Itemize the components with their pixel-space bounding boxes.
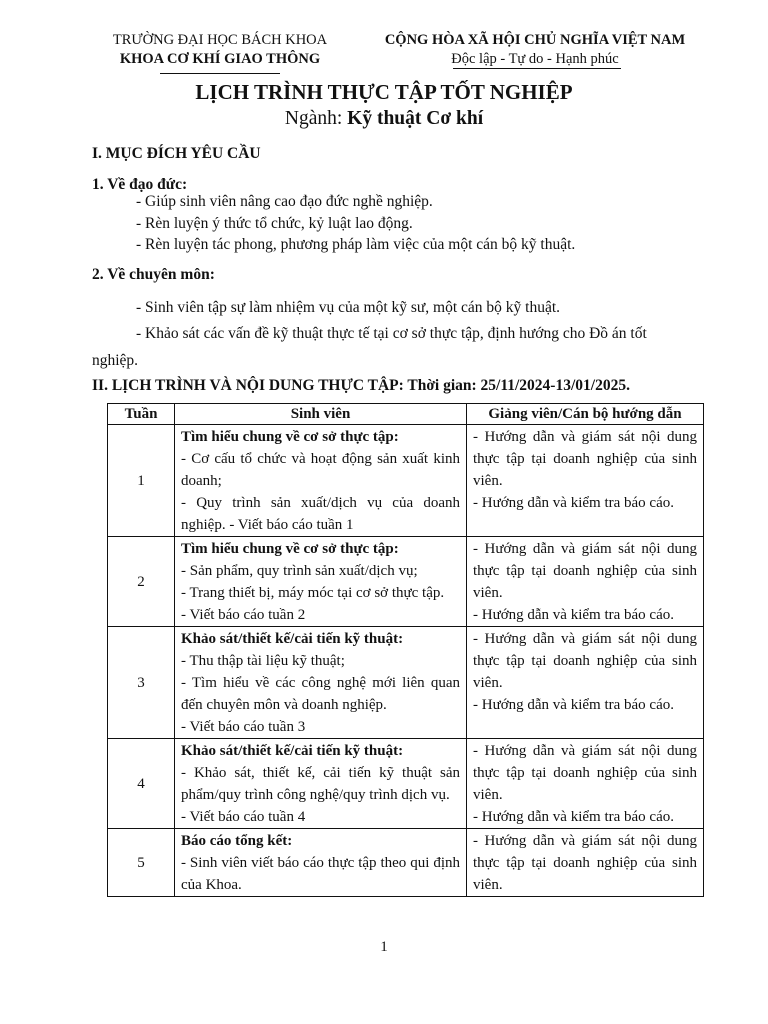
instructor-cell xyxy=(467,627,704,739)
instructor-task-line: - Hướng dẫn và giám sát nội dung thực tập tại doanh nghiệp của sinh viên. xyxy=(473,429,697,489)
header-week: Tuần xyxy=(108,404,175,425)
table-row xyxy=(108,425,704,537)
student-task-title: Khảo sát/thiết kế/cải tiến kỹ thuật: xyxy=(181,743,404,759)
item-1-line: - Rèn luyện ý thức tổ chức, kỷ luật lao động. xyxy=(136,215,413,232)
student-task-line: - Cơ cấu tổ chức và hoạt động sản xuất kinh doanh; xyxy=(181,451,460,489)
item-2-line-continuation: nghiệp. xyxy=(92,352,139,369)
student-task-line: - Viết báo cáo tuần 2 xyxy=(181,607,306,623)
instructor-cell xyxy=(467,425,704,537)
instructor-cell xyxy=(467,829,704,897)
week-number: 1 xyxy=(108,425,175,537)
university-name: TRƯỜNG ĐẠI HỌC BÁCH KHOA xyxy=(112,32,328,48)
motto-underline xyxy=(453,68,621,69)
student-task-line: - Sinh viên viết báo cáo thực tập theo qui định của Khoa. xyxy=(181,855,460,893)
table-row xyxy=(108,829,704,897)
motto: Độc lập - Tự do - Hạnh phúc xyxy=(451,51,619,67)
item-2-line: - Sinh viên tập sự làm nhiệm vụ của một kỹ sư, một cán bộ kỹ thuật. xyxy=(136,299,561,316)
student-cell xyxy=(175,829,467,897)
student-task-title: Tìm hiểu chung về cơ sở thực tập: xyxy=(181,429,399,445)
student-task-line: - Quy trình sản xuất/dịch vụ của doanh nghiệp. - Viết báo cáo tuần 1 xyxy=(181,495,460,533)
item-2-line: - Khảo sát các vấn đề kỹ thuật thực tế tại cơ sở thực tập, định hướng cho Đồ án tốt xyxy=(136,325,647,342)
header-student: Sinh viên xyxy=(175,404,467,425)
student-task-title: Khảo sát/thiết kế/cải tiến kỹ thuật: xyxy=(181,631,404,647)
major-label: Ngành: xyxy=(284,108,348,129)
student-cell xyxy=(175,739,467,829)
item-1-line: - Rèn luyện tác phong, phương pháp làm việc của một cán bộ kỹ thuật. xyxy=(136,236,576,253)
page-number: 1 xyxy=(380,939,388,955)
institution-block xyxy=(70,31,370,69)
instructor-task-line: - Hướng dẫn và giám sát nội dung thực tập tại doanh nghiệp của sinh viên. xyxy=(473,541,697,601)
week-number: 3 xyxy=(108,627,175,739)
instructor-task-line: - Hướng dẫn và giám sát nội dung thực tập tại doanh nghiệp của sinh viên. xyxy=(473,631,697,691)
instructor-task-line: - Hướng dẫn và giám sát nội dung thực tập tại doanh nghiệp của sinh viên. xyxy=(473,743,697,803)
country-name: CỘNG HÒA XÃ HỘI CHỦ NGHĨA VIỆT NAM xyxy=(384,32,686,48)
student-task-title: Tìm hiểu chung về cơ sở thực tập: xyxy=(181,541,399,557)
section-2-heading: II. LỊCH TRÌNH VÀ NỘI DUNG THỰC TẬP: Thời gian: 25/11/2024-13/01/2025. xyxy=(92,377,630,394)
major-name: Kỹ thuật Cơ khí xyxy=(347,108,484,129)
faculty-underline xyxy=(160,73,280,74)
table-row xyxy=(108,627,704,739)
faculty-name: KHOA CƠ KHÍ GIAO THÔNG xyxy=(119,51,321,67)
table-row xyxy=(108,537,704,627)
student-task-line: - Thu thập tài liệu kỹ thuật; xyxy=(181,653,345,669)
instructor-task-line: - Hướng dẫn và giám sát nội dung thực tập tại doanh nghiệp của sinh viên. xyxy=(473,833,697,893)
student-task-line: - Tìm hiểu về các công nghệ mới liên quan đến chuyên môn và doanh nghiệp. xyxy=(181,675,460,713)
national-motto-block xyxy=(355,31,715,69)
student-cell xyxy=(175,627,467,739)
student-task-line: - Khảo sát, thiết kế, cải tiến kỹ thuật sản phẩm/quy trình công nghệ/quy trình dịch vụ. xyxy=(181,765,460,803)
student-task-line: - Viết báo cáo tuần 3 xyxy=(181,719,306,735)
student-task-line: - Sản phẩm, quy trình sản xuất/dịch vụ; xyxy=(181,563,418,579)
week-number: 5 xyxy=(108,829,175,897)
table-row xyxy=(108,739,704,829)
instructor-task-line: - Hướng dẫn và kiểm tra báo cáo. xyxy=(473,697,674,713)
table-header-row xyxy=(108,404,704,425)
week-number: 4 xyxy=(108,739,175,829)
instructor-cell xyxy=(467,739,704,829)
student-cell xyxy=(175,537,467,627)
student-task-title: Báo cáo tổng kết: xyxy=(181,833,293,849)
student-cell xyxy=(175,425,467,537)
document-subtitle xyxy=(0,108,768,130)
item-2-heading: 2. Về chuyên môn: xyxy=(92,266,215,283)
student-task-line: - Trang thiết bị, máy móc tại cơ sở thực tập. xyxy=(181,585,445,601)
section-1-heading: I. MỤC ĐÍCH YÊU CẦU xyxy=(92,145,261,162)
instructor-cell xyxy=(467,537,704,627)
instructor-task-line: - Hướng dẫn và kiểm tra báo cáo. xyxy=(473,495,674,511)
document-title: LỊCH TRÌNH THỰC TẬP TỐT NGHIỆP xyxy=(195,80,573,104)
header-instructor: Giảng viên/Cán bộ hướng dẫn xyxy=(467,404,704,425)
item-1-line: - Giúp sinh viên nâng cao đạo đức nghề nghiệp. xyxy=(136,193,433,210)
instructor-task-line: - Hướng dẫn và kiểm tra báo cáo. xyxy=(473,809,674,825)
instructor-task-line: - Hướng dẫn và kiểm tra báo cáo. xyxy=(473,607,674,623)
item-1-heading: 1. Về đạo đức: xyxy=(92,176,188,193)
student-task-line: - Viết báo cáo tuần 4 xyxy=(181,809,306,825)
schedule-table xyxy=(107,403,704,897)
week-number: 2 xyxy=(108,537,175,627)
